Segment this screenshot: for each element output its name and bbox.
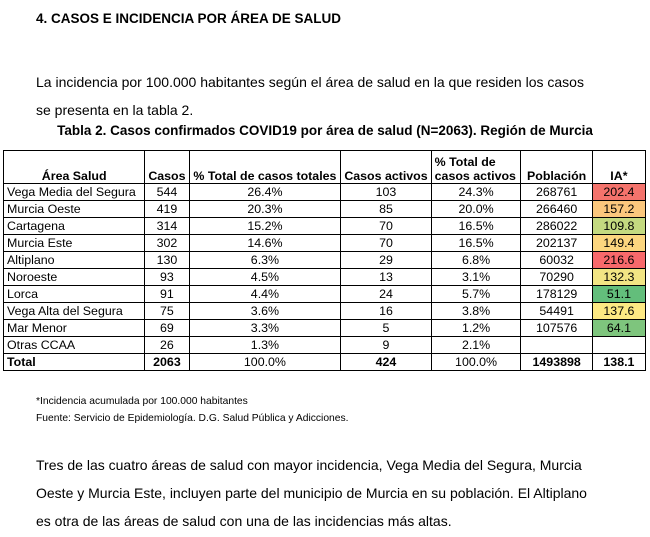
cell-pct-activos: 1.2% bbox=[431, 320, 521, 337]
cell-pct-activos: 16.5% bbox=[431, 218, 521, 235]
col-header-pct-activos-line1: % Total de bbox=[434, 155, 496, 169]
cases-table bbox=[3, 150, 646, 371]
cell-poblacion bbox=[521, 337, 592, 354]
table-row bbox=[4, 337, 646, 354]
cell-pct-total: 3.6% bbox=[189, 303, 341, 320]
table-row bbox=[4, 252, 646, 269]
conclusion-line-2: Oeste y Murcia Este, incluyen parte del municipio de Murcia en su población. El Altiplano bbox=[36, 485, 587, 501]
conclusion-line-3: es otra de las áreas de salud con una de las incidencias más altas. bbox=[36, 513, 452, 529]
intro-line-1: La incidencia por 100.000 habitantes según el área de salud en la que residen los casos bbox=[36, 74, 584, 90]
cell-activos: 29 bbox=[341, 252, 431, 269]
table-total-row bbox=[4, 354, 646, 371]
cell-ia: 64.1 bbox=[592, 320, 645, 337]
note-source: Fuente: Servicio de Epidemiología. D.G. Salud Pública y Adicciones. bbox=[36, 413, 349, 424]
total-casos: 2063 bbox=[145, 354, 189, 371]
cell-ia: 216.6 bbox=[592, 252, 645, 269]
table-caption: Tabla 2. Casos confirmados COVID19 por área de salud (N=2063). Región de Murcia bbox=[57, 123, 593, 138]
cell-area: Murcia Este bbox=[4, 235, 145, 252]
conclusion-line-1: Tres de las cuatro áreas de salud con mayor incidencia, Vega Media del Segura, Murcia bbox=[36, 457, 582, 473]
cell-area: Cartagena bbox=[4, 218, 145, 235]
cell-pct-total: 20.3% bbox=[189, 201, 341, 218]
cell-ia: 51.1 bbox=[592, 286, 645, 303]
table-row bbox=[4, 286, 646, 303]
cell-pct-total: 4.5% bbox=[189, 269, 341, 286]
cell-casos: 93 bbox=[145, 269, 189, 286]
cell-pct-total: 26.4% bbox=[189, 184, 341, 201]
cell-poblacion: 178129 bbox=[521, 286, 592, 303]
cell-casos: 75 bbox=[145, 303, 189, 320]
col-header-casos: Casos bbox=[145, 151, 189, 184]
section-heading: 4. CASOS E INCIDENCIA POR ÁREA DE SALUD bbox=[36, 11, 342, 26]
table-row bbox=[4, 303, 646, 320]
conclusion-paragraph bbox=[36, 451, 636, 535]
col-header-activos: Casos activos bbox=[341, 151, 431, 184]
cell-activos: 103 bbox=[341, 184, 431, 201]
cell-pct-activos: 6.8% bbox=[431, 252, 521, 269]
cell-area: Murcia Oeste bbox=[4, 201, 145, 218]
cell-ia bbox=[592, 337, 645, 354]
table-row bbox=[4, 235, 646, 252]
table-row bbox=[4, 320, 646, 337]
table-row bbox=[4, 184, 646, 201]
cell-activos: 85 bbox=[341, 201, 431, 218]
cell-casos: 130 bbox=[145, 252, 189, 269]
table-header-row bbox=[4, 151, 646, 184]
cell-activos: 70 bbox=[341, 218, 431, 235]
cell-area: Altiplano bbox=[4, 252, 145, 269]
table-row bbox=[4, 218, 646, 235]
cell-pct-activos: 20.0% bbox=[431, 201, 521, 218]
cell-poblacion: 202137 bbox=[521, 235, 592, 252]
col-header-pct-activos-line2: casos activos bbox=[434, 169, 516, 183]
cell-area: Vega Media del Segura bbox=[4, 184, 145, 201]
cell-casos: 314 bbox=[145, 218, 189, 235]
cell-activos: 5 bbox=[341, 320, 431, 337]
cell-activos: 70 bbox=[341, 235, 431, 252]
col-header-poblacion: Población bbox=[521, 151, 592, 184]
cell-ia: 132.3 bbox=[592, 269, 645, 286]
cell-casos: 302 bbox=[145, 235, 189, 252]
cell-area: Mar Menor bbox=[4, 320, 145, 337]
cell-poblacion: 54491 bbox=[521, 303, 592, 320]
cell-casos: 26 bbox=[145, 337, 189, 354]
cell-casos: 544 bbox=[145, 184, 189, 201]
total-pct-total: 100.0% bbox=[189, 354, 341, 371]
total-pct-activos: 100.0% bbox=[431, 354, 521, 371]
cell-pct-total: 1.3% bbox=[189, 337, 341, 354]
table-row bbox=[4, 201, 646, 218]
total-ia: 138.1 bbox=[592, 354, 645, 371]
col-header-pct-total: % Total de casos totales bbox=[189, 151, 341, 184]
cell-area: Vega Alta del Segura bbox=[4, 303, 145, 320]
cell-pct-total: 4.4% bbox=[189, 286, 341, 303]
table-row bbox=[4, 269, 646, 286]
cell-ia: 202.4 bbox=[592, 184, 645, 201]
total-activos: 424 bbox=[341, 354, 431, 371]
cell-area: Otras CCAA bbox=[4, 337, 145, 354]
cell-pct-activos: 3.1% bbox=[431, 269, 521, 286]
cell-ia: 149.4 bbox=[592, 235, 645, 252]
cell-ia: 157.2 bbox=[592, 201, 645, 218]
cell-activos: 13 bbox=[341, 269, 431, 286]
cell-pct-activos: 24.3% bbox=[431, 184, 521, 201]
cell-poblacion: 70290 bbox=[521, 269, 592, 286]
cell-pct-total: 6.3% bbox=[189, 252, 341, 269]
cell-poblacion: 266460 bbox=[521, 201, 592, 218]
cell-ia: 109.8 bbox=[592, 218, 645, 235]
cell-pct-total: 14.6% bbox=[189, 235, 341, 252]
cell-pct-total: 3.3% bbox=[189, 320, 341, 337]
intro-paragraph bbox=[36, 68, 626, 124]
cell-poblacion: 286022 bbox=[521, 218, 592, 235]
cell-activos: 16 bbox=[341, 303, 431, 320]
cell-poblacion: 107576 bbox=[521, 320, 592, 337]
cell-area: Noroeste bbox=[4, 269, 145, 286]
cell-poblacion: 60032 bbox=[521, 252, 592, 269]
cell-pct-activos: 16.5% bbox=[431, 235, 521, 252]
cell-casos: 419 bbox=[145, 201, 189, 218]
cell-pct-total: 15.2% bbox=[189, 218, 341, 235]
note-incidence: *Incidencia acumulada por 100.000 habitantes bbox=[36, 396, 248, 407]
total-area: Total bbox=[4, 354, 145, 371]
cell-activos: 24 bbox=[341, 286, 431, 303]
intro-line-2: se presenta en la tabla 2. bbox=[36, 102, 194, 118]
cell-ia: 137.6 bbox=[592, 303, 645, 320]
cell-casos: 91 bbox=[145, 286, 189, 303]
col-header-area: Área Salud bbox=[4, 151, 145, 184]
col-header-pct-activos bbox=[431, 151, 521, 184]
cell-pct-activos: 3.8% bbox=[431, 303, 521, 320]
cell-poblacion: 268761 bbox=[521, 184, 592, 201]
cell-pct-activos: 5.7% bbox=[431, 286, 521, 303]
cell-activos: 9 bbox=[341, 337, 431, 354]
col-header-ia: IA* bbox=[592, 151, 645, 184]
cell-pct-activos: 2.1% bbox=[431, 337, 521, 354]
cell-casos: 69 bbox=[145, 320, 189, 337]
cell-area: Lorca bbox=[4, 286, 145, 303]
table-notes bbox=[36, 393, 349, 427]
total-poblacion: 1493898 bbox=[521, 354, 592, 371]
